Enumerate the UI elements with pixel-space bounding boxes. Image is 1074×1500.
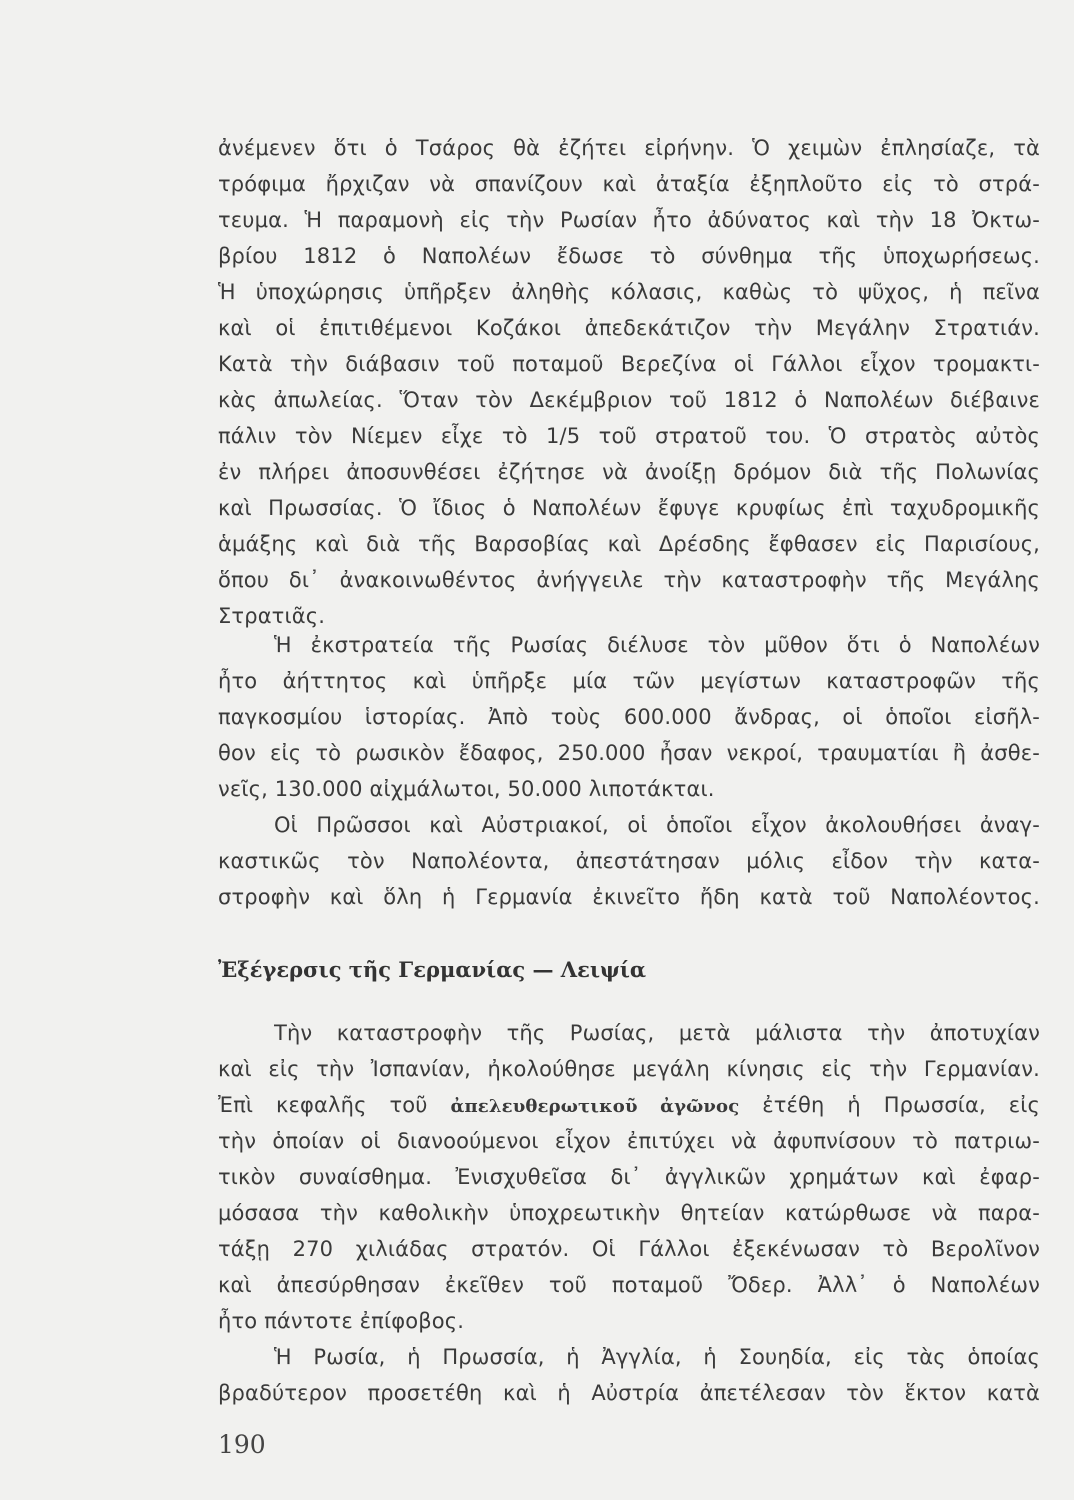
- text-run: ἐτέθη ἡ Πρωσσία, εἰς: [739, 1093, 1040, 1117]
- section-heading: Ἐξέγερσις τῆς Γερμανίας — Λειψία: [218, 957, 647, 982]
- text-line: ἐν πλήρει ἀποσυνθέσει ἐζήτησε νὰ ἀνοίξῃ δρόμον διὰ τῆς Πολωνίας: [218, 460, 1040, 484]
- emphasized-phrase: ἀπελευθερωτικοῦ ἀγῶνος: [450, 1096, 740, 1117]
- text-line: καστικῶς τὸν Ναπολέοντα, ἀπεστάτησαν μόλις εἶδον τὴν κατα-: [218, 849, 1040, 873]
- text-line: [218, 1089, 1040, 1121]
- text-line: καὶ εἰς τὴν Ἰσπανίαν, ἠκολούθησε μεγάλη κίνησις εἰς τὴν Γερμανίαν.: [218, 1057, 1040, 1081]
- text-line: ἦτο πάντοτε ἐπίφοβος.: [218, 1309, 465, 1333]
- text-line: Τὴν καταστροφὴν τῆς Ρωσίας, μετὰ μάλιστα τὴν ἀποτυχίαν: [274, 1021, 1040, 1045]
- text-line: πάλιν τὸν Νίεμεν εἶχε τὸ 1/5 τοῦ στρατοῦ του. Ὁ στρατὸς αὐτὸς: [218, 424, 1040, 448]
- text-line: τικὸν συναίσθημα. Ἐνισχυθεῖσα δι᾿ ἀγγλικῶν χρημάτων καὶ ἐφαρ-: [218, 1165, 1040, 1189]
- text-line: καὶ ἀπεσύρθησαν ἐκεῖθεν τοῦ ποταμοῦ Ὄδερ. Ἀλλ᾿ ὁ Ναπολέων: [218, 1273, 1040, 1297]
- text-line: τάξῃ 270 χιλιάδας στρατόν. Οἱ Γάλλοι ἐξεκένωσαν τὸ Βερολῖνον: [218, 1237, 1040, 1261]
- text-line: βραδύτερον προσετέθη καὶ ἡ Αὐστρία ἀπετέλεσαν τὸν ἕκτον κατὰ: [218, 1381, 1040, 1405]
- text-line: παγκοσμίου ἱστορίας. Ἀπὸ τοὺς 600.000 ἄνδρας, οἱ ὁποῖοι εἰσῆλ-: [218, 705, 1040, 729]
- page-number: 190: [218, 1430, 266, 1459]
- text-line: ἁμάξης καὶ διὰ τῆς Βαρσοβίας καὶ Δρέσδης ἔφθασεν εἰς Παρισίους,: [218, 532, 1040, 556]
- text-line: μόσασα τὴν καθολικὴν ὑποχρεωτικὴν θητείαν κατώρθωσε νὰ παρα-: [218, 1201, 1040, 1225]
- text-line: βρίου 1812 ὁ Ναπολέων ἔδωσε τὸ σύνθημα τῆς ὑποχωρήσεως.: [218, 244, 1040, 268]
- text-line: ἀνέμενεν ὅτι ὁ Τσάρος θὰ ἐζήτει εἰρήνην. Ὁ χειμὼν ἐπλησίαζε, τὰ: [218, 136, 1040, 160]
- text-run: Ἐπὶ κεφαλῆς τοῦ: [218, 1093, 451, 1117]
- text-line: ἦτο ἀήττητος καὶ ὑπῆρξε μία τῶν μεγίστων καταστροφῶν τῆς: [218, 669, 1040, 693]
- text-line: Ἡ ὑποχώρησις ὑπῆρξεν ἀληθὴς κόλασις, καθὼς τὸ ψῦχος, ἡ πεῖνα: [218, 280, 1040, 304]
- text-line: ὅπου δι᾿ ἀνακοινωθέντος ἀνήγγειλε τὴν καταστροφὴν τῆς Μεγάλης: [218, 568, 1040, 592]
- text-line: τρόφιμα ἤρχιζαν νὰ σπανίζουν καὶ ἀταξία ἐξηπλοῦτο εἰς τὸ στρά-: [218, 172, 1040, 196]
- text-line: καὶ οἱ ἐπιτιθέμενοι Κοζάκοι ἀπεδεκάτιζον τὴν Μεγάλην Στρατιάν.: [218, 316, 1040, 340]
- text-line: θον εἰς τὸ ρωσικὸν ἔδαφος, 250.000 ἦσαν νεκροί, τραυματίαι ἢ ἀσθε-: [218, 741, 1040, 765]
- text-line: κὰς ἀπωλείας. Ὅταν τὸν Δεκέμβριον τοῦ 1812 ὁ Ναπολέων διέβαινε: [218, 388, 1040, 412]
- text-line: τὴν ὁποίαν οἱ διανοούμενοι εἶχον ἐπιτύχει νὰ ἀφυπνίσουν τὸ πατριω-: [218, 1129, 1040, 1153]
- text-line: τευμα. Ἡ παραμονὴ εἰς τὴν Ρωσίαν ἦτο ἀδύνατος καὶ τὴν 18 Ὀκτω-: [218, 208, 1040, 232]
- text-line: νεῖς, 130.000 αἰχμάλωτοι, 50.000 λιποτάκται.: [218, 777, 715, 801]
- text-line: Ἡ ἐκστρατεία τῆς Ρωσίας διέλυσε τὸν μῦθον ὅτι ὁ Ναπολέων: [274, 633, 1040, 657]
- text-line: Κατὰ τὴν διάβασιν τοῦ ποταμοῦ Βερεζίνα οἱ Γάλλοι εἶχον τρομακτι-: [218, 352, 1040, 376]
- text-line: Οἱ Πρῶσσοι καὶ Αὐστριακοί, οἱ ὁποῖοι εἶχον ἀκολουθήσει ἀναγ-: [274, 813, 1040, 837]
- text-line: Στρατιᾶς.: [218, 604, 326, 628]
- text-line: στροφὴν καὶ ὅλη ἡ Γερμανία ἐκινεῖτο ἤδη κατὰ τοῦ Ναπολέοντος.: [218, 885, 1040, 909]
- text-line: Ἡ Ρωσία, ἡ Πρωσσία, ἡ Ἀγγλία, ἡ Σουηδία, εἰς τὰς ὁποίας: [274, 1345, 1040, 1369]
- text-line: καὶ Πρωσσίας. Ὁ ἴδιος ὁ Ναπολέων ἔφυγε κρυφίως ἐπὶ ταχυδρομικῆς: [218, 496, 1040, 520]
